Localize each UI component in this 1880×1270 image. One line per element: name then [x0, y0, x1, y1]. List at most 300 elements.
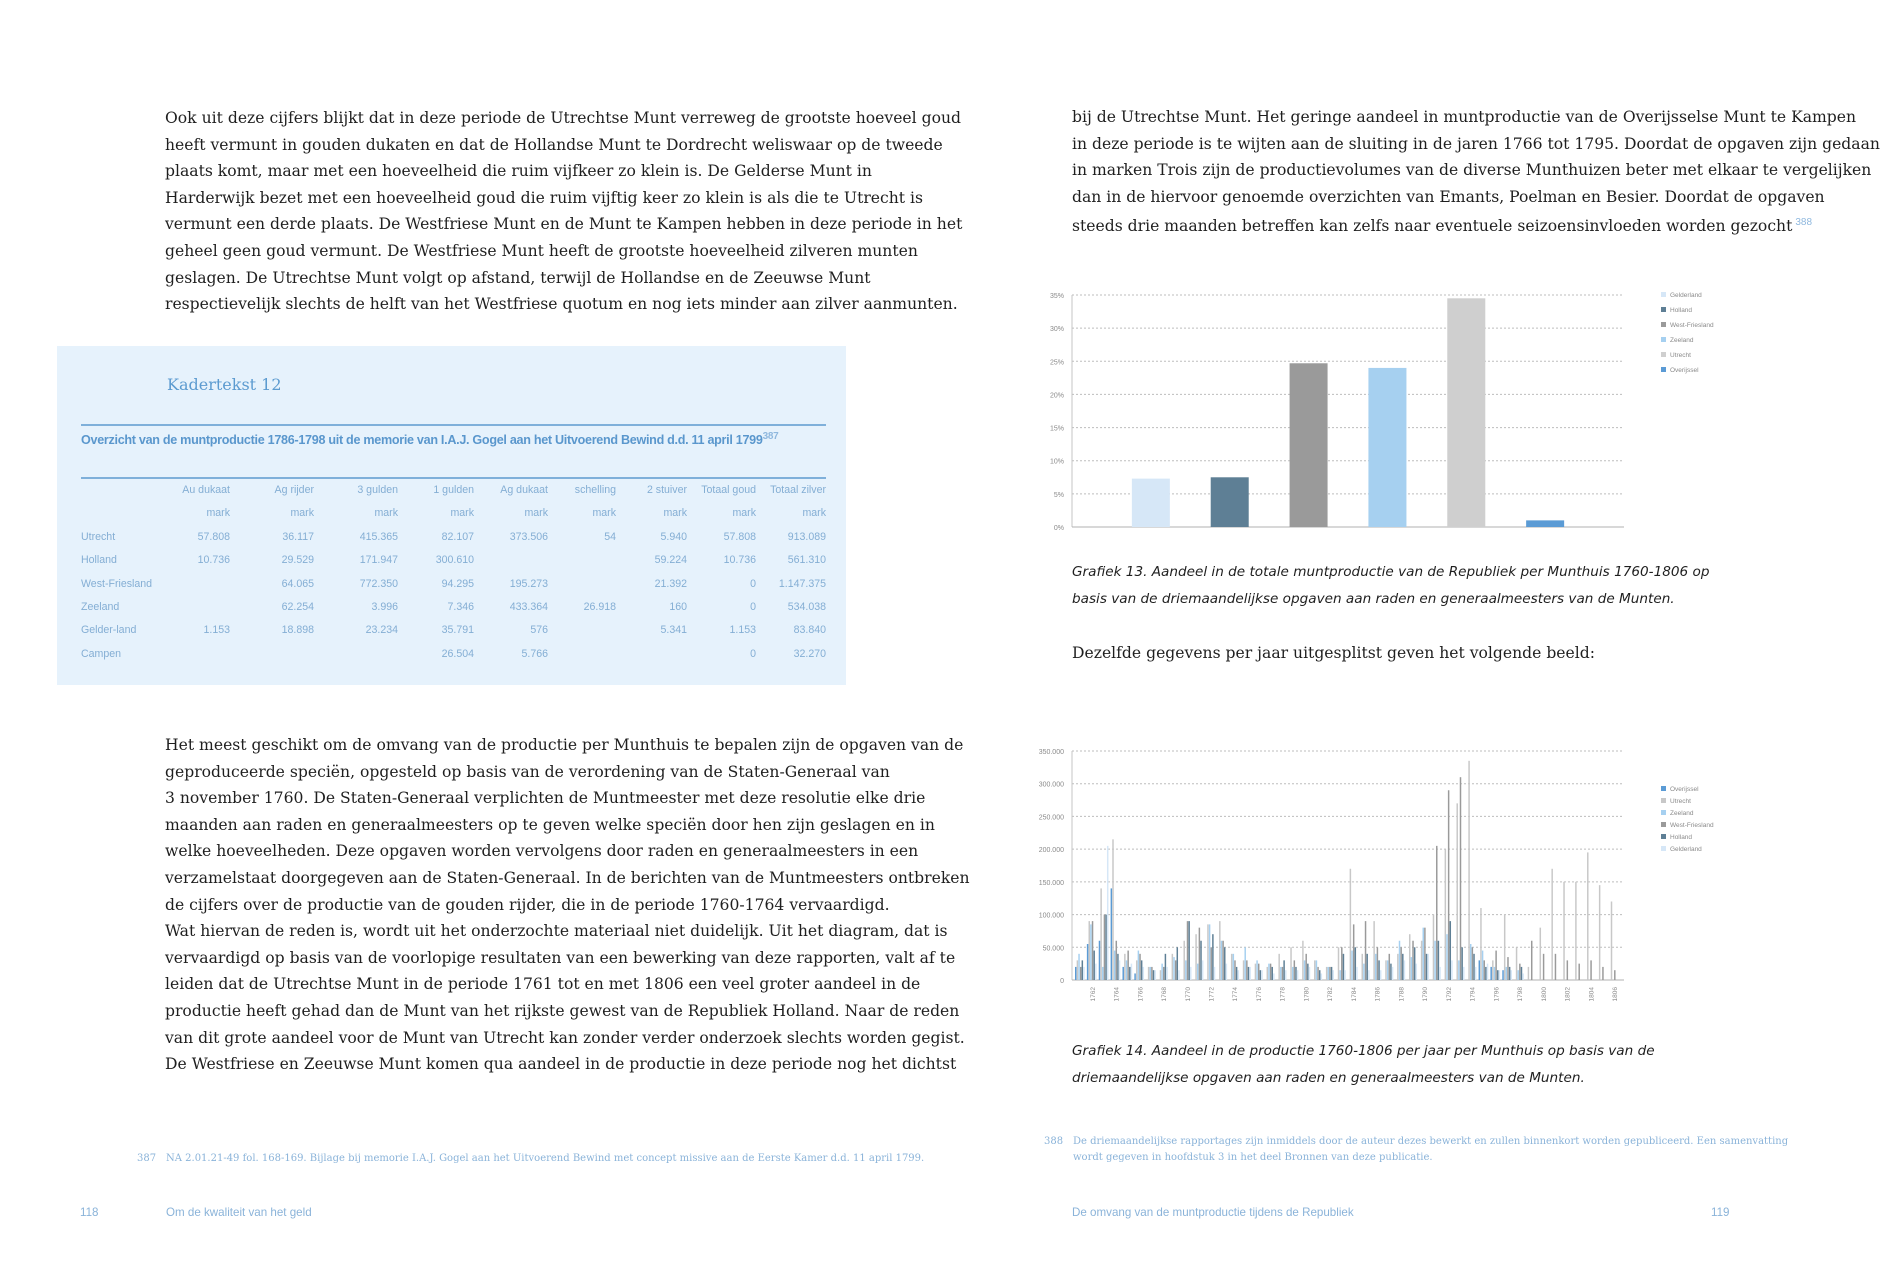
bar-utrecht-1799	[1528, 967, 1529, 980]
legend-swatch	[1661, 367, 1666, 372]
legend-label: West-Friesland	[1670, 822, 1714, 829]
bar-overijssel-1761	[1075, 967, 1076, 980]
bar-holland-1779	[1295, 967, 1296, 980]
bar-holland-1764	[1117, 954, 1118, 980]
footnote-388-text	[1073, 1134, 1788, 1166]
bar-west-friesland-1773	[1222, 941, 1223, 980]
table-column-unit: mark	[450, 507, 474, 519]
bar-gelderland-1791	[1439, 967, 1440, 980]
bar-holland-1769	[1177, 947, 1178, 980]
table-cell: 57.808	[723, 531, 756, 543]
bar-zeeland	[1368, 368, 1406, 527]
table-caption-note: 387	[762, 431, 779, 442]
bar-holland-1780	[1307, 964, 1308, 980]
table-column-header: Ag rijder	[274, 484, 314, 496]
bar-gelderland-1765	[1131, 964, 1132, 980]
bar-holland-1784	[1355, 947, 1356, 980]
bar-west-friesland-1776	[1258, 964, 1259, 980]
table-cell: 171.947	[359, 554, 398, 567]
table-cell: 300.610	[435, 554, 474, 567]
bar-gelderland-1769	[1178, 970, 1179, 980]
bar-zeeland-1783	[1339, 970, 1340, 980]
bar-west-friesland-1804	[1590, 960, 1591, 980]
right-top-paragraph	[1072, 104, 1880, 240]
right-top-line	[1072, 210, 1880, 240]
legend-label: Zeeland	[1670, 337, 1694, 344]
bar-gelderland-1780	[1309, 967, 1310, 980]
body-line: vervaardigd op basis van de voorlopige resultaten van een bewerking van deze rapporten, valt af te	[165, 948, 956, 967]
bar-zeeland-1780	[1304, 960, 1305, 980]
bar-zeeland-1778	[1280, 967, 1281, 980]
bar-zeeland-1784	[1351, 951, 1352, 980]
bar-utrecht-1762	[1089, 921, 1090, 980]
bar-west-friesland-1787	[1389, 954, 1390, 980]
bar-gelderland-1777	[1273, 973, 1274, 980]
bar-holland-1766	[1141, 960, 1142, 980]
bar-utrecht	[1447, 298, 1485, 527]
bar-utrecht-1761	[1077, 960, 1078, 980]
y-tick-label: 0%	[1053, 525, 1064, 532]
bar-zeeland-1796	[1494, 967, 1495, 980]
intro-line: vermunt een derde plaats. De Westfriese Munt en de Munt te Kampen hebben in deze periode in het	[165, 215, 963, 234]
bar-zeeland-1765	[1126, 960, 1127, 980]
table-cell: 10.736	[723, 554, 756, 567]
y-tick-label: 150.000	[1038, 879, 1064, 887]
footnote-388-line: wordt gegeven in hoofdstuk 3 in het deel Bronnen van deze publicatie.	[1073, 1152, 1433, 1163]
table-top-rule	[81, 424, 826, 426]
bar-zeeland-1781	[1316, 960, 1317, 980]
bar-overijssel-1763	[1099, 941, 1100, 980]
bar-overijssel-1762	[1087, 944, 1088, 980]
body-line: Het meest geschikt om de omvang van de productie per Munthuis te bepalen zijn de opgaven van de	[165, 736, 964, 754]
legend-label: Zeeland	[1670, 810, 1694, 817]
bar-gelderland-1778	[1285, 970, 1286, 980]
table-row-name: Holland	[81, 554, 117, 567]
body-line: geproduceerde speciën, opgesteld op basis van de verordening van de Staten-Generaal van	[165, 762, 890, 781]
bar-west-friesland-1784	[1353, 924, 1354, 980]
x-tick-label: 1776	[1255, 987, 1263, 1002]
table-cell: 415.365	[359, 531, 398, 543]
table-row-name: Gelder-land	[81, 624, 137, 637]
bar-zeeland-1793	[1458, 960, 1459, 980]
bar-gelderland-1767	[1154, 970, 1155, 980]
x-tick-label: 1762	[1089, 987, 1097, 1002]
body-line: 3 november 1760. De Staten-Generaal verplichten de Muntmeester met deze resolutie elke drie	[165, 789, 926, 808]
bar-zeeland-1792	[1446, 934, 1447, 980]
legend-label: Overijssel	[1670, 367, 1699, 374]
bar-zeeland-1768	[1161, 964, 1162, 980]
bar-utrecht-1797	[1504, 915, 1505, 980]
bar-west-friesland-1779	[1294, 960, 1295, 980]
y-tick-label: 350.000	[1038, 749, 1064, 756]
bar-west-friesland-1777	[1270, 964, 1271, 980]
bar-zeeland-1770	[1185, 960, 1186, 980]
bar-utrecht-1771	[1195, 934, 1196, 980]
x-tick-label: 1764	[1113, 987, 1121, 1002]
bar-zeeland-1785	[1363, 964, 1364, 980]
y-tick-label: 0	[1060, 978, 1064, 985]
footnote-388-line: De driemaandelijkse rapportages zijn inmiddels door de auteur dezes bewerkt en zullen binnenkort worden gepubliceerd. Een samenvatting	[1073, 1136, 1789, 1147]
legend-swatch	[1661, 337, 1666, 342]
x-tick-label: 1774	[1232, 987, 1240, 1002]
intro-line: Ook uit deze cijfers blijkt dat in deze periode de Utrechtse Munt verreweg de grootste hoeveel goud	[165, 109, 962, 127]
bar-west-friesland-1800	[1543, 954, 1544, 980]
table-cell: 59.224	[654, 554, 687, 567]
table-cell: 57.808	[197, 531, 230, 543]
bar-utrecht-1787	[1385, 960, 1386, 980]
bar-holland-1793	[1461, 947, 1462, 980]
bar-gelderland-1775	[1249, 967, 1250, 980]
bar-west-friesland-1769	[1175, 960, 1176, 980]
bar-west-friesland-1794	[1472, 947, 1473, 980]
right-top-line: in marken Trois zijn de productievolumes van de diverse Munthuizen beter met elkaar te vergelijken	[1072, 161, 1872, 180]
bar-holland-1782	[1331, 967, 1332, 980]
caption-grafiek-13	[1072, 559, 1709, 613]
intro-line: respectievelijk slechts de helft van het Westfriese quotum en nog iets minder aan zilver aanmunten.	[165, 295, 958, 314]
x-tick-label: 1800	[1540, 987, 1548, 1002]
bar-holland-1795	[1485, 967, 1486, 980]
bar-zeeland-1771	[1197, 964, 1198, 980]
legend-label: Utrecht	[1670, 798, 1691, 805]
table-cell: 62.254	[281, 600, 314, 613]
table-cell: 23.234	[365, 624, 398, 637]
table-caption-text: Overzicht van de muntproductie 1786-1798 uit de memorie van I.A.J. Gogel aan het Uitvoerend Bewind d.d. 11 april 1799	[81, 433, 763, 448]
table-column-unit: mark	[290, 507, 314, 519]
x-tick-label: 1790	[1422, 987, 1430, 1002]
bar-gelderland-1781	[1321, 973, 1322, 980]
bar-holland-1768	[1165, 954, 1166, 980]
table-cell: 576	[530, 624, 548, 637]
table-cell: 7.346	[447, 600, 474, 613]
bar-zeeland-1798	[1517, 970, 1518, 980]
right-top-line: steeds drie maanden betreffen kan zelfs naar eventuele seizoensinvloeden worden gezocht	[1072, 217, 1793, 236]
bar-utrecht-1766	[1136, 960, 1137, 980]
bar-holland-1796	[1497, 970, 1498, 980]
bar-utrecht-1785	[1362, 954, 1363, 980]
bar-gelderland-1770	[1190, 967, 1191, 980]
table-column-unit: mark	[374, 507, 398, 519]
table-column-unit: mark	[663, 507, 687, 519]
bar-gelderland-1794	[1475, 967, 1476, 980]
bar-west-friesland-1795	[1484, 960, 1485, 980]
table-cell: 64.065	[281, 577, 314, 590]
bar-west-friesland-1766	[1139, 954, 1140, 980]
bar-utrecht-1777	[1267, 967, 1268, 980]
bar-overijssel-1766	[1134, 973, 1135, 980]
x-tick-label: 1804	[1588, 987, 1596, 1002]
table-cell: 1.147.375	[778, 577, 826, 590]
bar-gelderland-1797	[1511, 970, 1512, 980]
bar-holland-1778	[1283, 960, 1284, 980]
bar-zeeland-1797	[1506, 967, 1507, 980]
bar-zeeland-1774	[1233, 954, 1234, 980]
bar-west-friesland-1798	[1519, 964, 1520, 980]
bar-holland-1761	[1082, 960, 1083, 980]
table-cell: 1.153	[729, 624, 756, 637]
legend-swatch	[1661, 798, 1666, 803]
table-row-name: West-Friesland	[81, 577, 153, 590]
bar-west-friesland-1783	[1341, 947, 1342, 980]
table-row-name: Campen	[81, 647, 122, 660]
table-cell: 26.918	[583, 600, 616, 613]
mid-sentence: Dezelfde gegevens per jaar uitgesplitst geven het volgende beeld:	[1072, 644, 1595, 662]
table-cell: 561.310	[787, 554, 826, 567]
x-tick-label: 1788	[1398, 987, 1406, 1002]
bar-holland-1785	[1366, 954, 1367, 980]
bar-gelderland-1798	[1522, 973, 1523, 980]
bar-utrecht-1763	[1100, 888, 1101, 980]
table-column-unit: mark	[592, 507, 616, 519]
bar-overijssel-1764	[1111, 888, 1112, 980]
footnote-388-ref: 388	[1795, 217, 1813, 229]
bar-holland-1772	[1212, 934, 1213, 980]
table-column-header: Ag dukaat	[500, 484, 548, 496]
bar-utrecht-1805	[1599, 885, 1600, 980]
bar-zeeland-1779	[1292, 967, 1293, 980]
bar-west-friesland-1805	[1602, 967, 1603, 980]
bar-west-friesland-1780	[1305, 954, 1306, 980]
bar-west-friesland-1771	[1199, 928, 1200, 980]
table-cell: 913.089	[787, 531, 826, 543]
table-cell: 36.117	[282, 531, 314, 543]
bar-gelderland-1784	[1356, 967, 1357, 980]
caption-grafiek-13-line: Grafiek 13. Aandeel in de totale muntproductie van de Republiek per Munthuis 1760-1806 op	[1072, 564, 1710, 580]
bar-gelderland-1762	[1095, 964, 1096, 980]
bar-utrecht-1793	[1456, 803, 1457, 980]
table-cell: 29.529	[281, 554, 314, 567]
bar-gelderland-1786	[1380, 970, 1381, 980]
intro-paragraph	[165, 105, 962, 318]
x-tick-label: 1784	[1350, 987, 1358, 1002]
running-title-right: De omvang van de muntproductie tijdens de Republiek	[1072, 1206, 1354, 1219]
bar-utrecht-1778	[1278, 954, 1279, 980]
legend-label: Gelderland	[1670, 292, 1702, 299]
caption-grafiek-14	[1072, 1038, 1655, 1092]
bar-gelderland-1773	[1226, 964, 1227, 980]
bar-utrecht-1775	[1243, 960, 1244, 980]
bar-west-friesland-1770	[1187, 921, 1188, 980]
bar-utrecht-1772	[1207, 924, 1208, 980]
bar-utrecht-1780	[1302, 941, 1303, 980]
bar-zeeland-1764	[1114, 951, 1115, 980]
bar-west-friesland-1786	[1377, 947, 1378, 980]
table-cell: 195.273	[509, 577, 548, 590]
bar-gelderland-1782	[1332, 970, 1333, 980]
table-cell: 433.364	[509, 600, 548, 613]
bar-holland-1773	[1224, 947, 1225, 980]
bar-gelderland-1793	[1463, 967, 1464, 980]
bar-zeeland-1782	[1328, 967, 1329, 980]
bar-utrecht-1781	[1314, 960, 1315, 980]
legend-swatch	[1661, 292, 1666, 297]
bar-holland-1762	[1093, 951, 1094, 980]
bar-holland-1774	[1236, 967, 1237, 980]
bar-utrecht-1784	[1350, 869, 1351, 980]
bar-gelderland-1792	[1451, 960, 1452, 980]
bar-west-friesland-1802	[1567, 960, 1568, 980]
bar-zeeland-1769	[1173, 957, 1174, 980]
bar-west-friesland-1797	[1507, 957, 1508, 980]
y-tick-label: 25%	[1049, 359, 1064, 367]
bar-holland-1763	[1105, 915, 1106, 980]
bar-west-friesland-1782	[1329, 967, 1330, 980]
bar-west-friesland-1772	[1211, 947, 1212, 980]
table-column-unit: mark	[802, 507, 826, 519]
table-cell: 94.295	[441, 577, 474, 590]
bar-holland-1765	[1129, 967, 1130, 980]
table-cell: 18.898	[281, 624, 314, 637]
bar-utrecht-1796	[1492, 960, 1493, 980]
x-tick-label: 1798	[1517, 987, 1525, 1002]
y-tick-label: 250.000	[1038, 814, 1064, 822]
bar-holland-1781	[1319, 970, 1320, 980]
x-tick-label: 1794	[1469, 987, 1477, 1002]
table-column-header: 1 gulden	[433, 484, 474, 496]
bar-overijssel-1797	[1502, 970, 1503, 980]
bar-west-friesland-1801	[1555, 954, 1556, 980]
bar-gelderland-1785	[1368, 970, 1369, 980]
x-tick-label: 1766	[1137, 987, 1145, 1002]
body-line: welke hoeveelheden. Deze opgaven worden vervolgens door raden en generaalmeesters in een	[165, 842, 919, 861]
bar-holland-1788	[1402, 954, 1403, 980]
y-tick-label: 35%	[1049, 293, 1064, 300]
bar-holland	[1211, 477, 1249, 527]
bar-utrecht-1791	[1433, 915, 1434, 980]
table-cell: 0	[750, 577, 756, 590]
table-cell: 10.736	[197, 554, 230, 567]
bar-utrecht-1782	[1326, 967, 1327, 980]
legend-swatch	[1661, 322, 1666, 327]
bar-utrecht-1770	[1183, 941, 1184, 980]
intro-line: geheel geen goud vermunt. De Westfriese Munt heeft de grootste hoeveelheid zilveren munten	[165, 241, 918, 260]
bar-holland-1794	[1473, 954, 1474, 980]
x-tick-label: 1792	[1445, 987, 1453, 1002]
table-cell: 1.153	[203, 624, 230, 637]
table-cell: 772.350	[359, 577, 398, 590]
bar-utrecht-1776	[1255, 964, 1256, 980]
bar-gelderland-1763	[1107, 846, 1108, 980]
bar-west-friesland-1799	[1531, 941, 1532, 980]
bar-zeeland-1790	[1423, 928, 1424, 980]
bar-holland-1767	[1153, 970, 1154, 980]
bar-gelderland-1789	[1416, 964, 1417, 980]
bar-west-friesland-1762	[1092, 921, 1093, 980]
x-tick-label: 1806	[1612, 987, 1620, 1002]
bar-west-friesland-1781	[1317, 967, 1318, 980]
bar-gelderland-1796	[1499, 970, 1500, 980]
bar-utrecht-1769	[1172, 954, 1173, 980]
bar-holland-1797	[1509, 967, 1510, 980]
table-caption	[81, 431, 778, 447]
table-row-name: Zeeland	[81, 600, 120, 613]
bar-overijssel	[1526, 520, 1564, 527]
table-cell: 54	[604, 531, 616, 543]
body-line: De Westfriese en Zeeuwse Munt komen qua aandeel in de productie in deze periode nog het dichtst	[165, 1055, 957, 1074]
bar-gelderland-1766	[1143, 967, 1144, 980]
caption-grafiek-14-line: Grafiek 14. Aandeel in de productie 1760-1806 per jaar per Munthuis op basis van de	[1072, 1043, 1655, 1059]
bar-zeeland-1776	[1256, 960, 1257, 980]
body-paragraph	[165, 732, 970, 1078]
page-number-left: 118	[80, 1206, 99, 1219]
y-tick-label: 100.000	[1038, 912, 1064, 920]
bar-utrecht-1798	[1516, 947, 1517, 980]
bar-gelderland-1787	[1392, 967, 1393, 980]
bar-overijssel-1765	[1122, 967, 1123, 980]
x-tick-label: 1768	[1161, 987, 1169, 1002]
bar-zeeland-1794	[1470, 944, 1471, 980]
bar-utrecht-1783	[1338, 947, 1339, 980]
legend-swatch	[1661, 834, 1666, 839]
bar-zeeland-1775	[1244, 947, 1245, 980]
chart-grafiek-14	[1030, 735, 1730, 1015]
bar-gelderland-1764	[1119, 960, 1120, 980]
bar-utrecht-1774	[1231, 954, 1232, 980]
bar-west-friesland-1785	[1365, 921, 1366, 980]
bar-utrecht-1792	[1445, 849, 1446, 980]
legend-swatch	[1661, 810, 1666, 815]
bar-utrecht-1790	[1421, 941, 1422, 980]
running-title-left: Om de kwaliteit van het geld	[166, 1206, 312, 1219]
right-top-line: in deze periode is te wijten aan de sluiting in de jaren 1766 tot 1795. Doordat de opgaven zijn gedaan	[1072, 134, 1880, 153]
table-cell: 32.270	[793, 647, 826, 660]
legend-swatch	[1661, 822, 1666, 827]
bar-gelderland-1768	[1166, 967, 1167, 980]
table-cell: 5.940	[660, 531, 687, 543]
x-tick-label: 1802	[1564, 987, 1572, 1002]
body-line: verzamelstaat doorgegeven aan de Staten-Generaal. In de berichten van de Muntmeesters ontbreken	[165, 868, 970, 887]
table-cell: 35.791	[441, 624, 474, 637]
caption-grafiek-13-line: basis van de driemaandelijkse opgaven aan raden en generaalmeesters van de Munten.	[1072, 591, 1675, 607]
bar-utrecht-1794	[1468, 761, 1469, 980]
table-cell: 534.038	[787, 600, 826, 613]
table-cell: 5.766	[521, 647, 548, 660]
x-tick-label: 1770	[1184, 987, 1192, 1002]
bar-holland-1792	[1450, 921, 1451, 980]
bar-zeeland-1761	[1078, 954, 1079, 980]
table-cell: 26.504	[441, 647, 474, 660]
bar-zeeland-1777	[1268, 964, 1269, 980]
bar-holland-1787	[1390, 964, 1391, 980]
x-tick-label: 1772	[1208, 987, 1216, 1002]
bar-west-friesland-1774	[1234, 960, 1235, 980]
legend-swatch	[1661, 846, 1666, 851]
legend-swatch	[1661, 786, 1666, 791]
y-tick-label: 5%	[1053, 491, 1064, 499]
body-line: de cijfers over de productie van de gouden rijder, die in de periode 1760-1764 vervaardigd.	[165, 895, 890, 914]
bar-gelderland-1788	[1404, 960, 1405, 980]
bar-zeeland-1795	[1482, 951, 1483, 980]
bar-zeeland-1773	[1221, 941, 1222, 980]
bar-utrecht-1803	[1575, 882, 1576, 980]
bar-utrecht-1764	[1112, 839, 1113, 980]
table-cell: 5.341	[660, 624, 687, 637]
bar-utrecht-1800	[1540, 928, 1541, 980]
table-cell: 21.392	[654, 577, 687, 590]
bar-holland-1775	[1248, 967, 1249, 980]
bar-utrecht-1765	[1124, 954, 1125, 980]
bar-holland-1776	[1260, 970, 1261, 980]
body-line: Wat hiervan de reden is, wordt uit het onderzochte materiaal niet duidelijk. Uit het diagram, dat is	[165, 922, 948, 941]
x-tick-label: 1786	[1374, 987, 1382, 1002]
bar-zeeland-1791	[1434, 941, 1435, 980]
body-line: van dit grote aandeel voor de Munt van Utrecht kan zonder verder onderzoek slechts worden gegist.	[165, 1028, 965, 1047]
footnote-387-text: NA 2.01.21-49 fol. 168-169. Bijlage bij memorie I.A.J. Gogel aan het Uitvoerend Bewind met concept missive aan de Eerste Kamer d.d. 11 april 1799.	[166, 1153, 925, 1164]
bar-west-friesland-1775	[1246, 960, 1247, 980]
table-column-header: Au dukaat	[182, 484, 230, 496]
bar-utrecht-1773	[1219, 921, 1220, 980]
intro-line: Harderwijk bezet met een hoeveelheid goud die ruim vijftig keer zo klein is als die te Utrecht is	[165, 188, 924, 207]
legend-label: Gelderland	[1670, 846, 1702, 853]
